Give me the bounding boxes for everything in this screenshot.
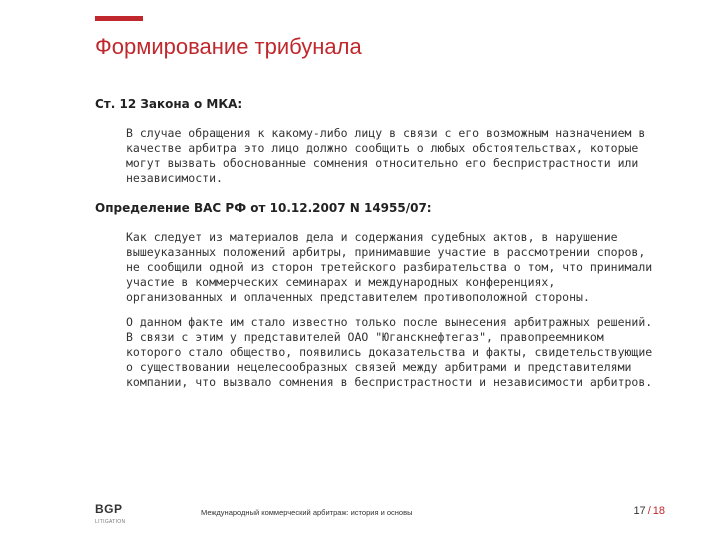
page-separator: / (647, 505, 651, 517)
section-heading-law: Ст. 12 Закона о МКА: (95, 97, 243, 111)
page-number (633, 505, 665, 517)
page-current: 17 (633, 505, 646, 517)
bgp-logo-subtitle: LITIGATION (95, 519, 126, 525)
page-total: 18 (652, 505, 665, 517)
paragraph-ruling-2: О данном факте им стало известно только после вынесения арбитражных решений. В связи с этим у представителей ОАО "Юганскнефтегаз", правопреемником которого стало общество, появились доказательства и факты, свидетельствующие о существовании нецелесообразных связей между арбитрами и представителями компании, что вызвало сомнения в беспристрастности и независимости арбитров. (126, 315, 653, 389)
bgp-logo: BGP (95, 502, 123, 516)
title-accent-bar (95, 16, 143, 21)
paragraph-ruling-1: Как следует из материалов дела и содержания судебных актов, в нарушение вышеуказанных положений арбитры, принимавшие участие в рассмотрении споров, не сообщили одной из сторон третейского разбирательства о том, что принимали участие в коммерческих семинарах и международных конференциях, организованных и оплаченных представителем противоположной стороны. (126, 230, 653, 304)
paragraph-law-text: В случае обращения к какому-либо лицу в связи с его возможным назначением в качестве арбитра это лицо должно сообщить о любых обстоятельствах, которые могут вызвать обоснованные сомнения относительно его беспристрастности или независимости. (126, 126, 646, 185)
slide-content (95, 96, 655, 390)
footer-caption: Международный коммерческий арбитраж: история и основы (201, 508, 413, 517)
slide-title: Формирование трибунала (95, 34, 362, 59)
section-heading-ruling: Определение ВАС РФ от 10.12.2007 N 14955/07: (95, 201, 432, 215)
